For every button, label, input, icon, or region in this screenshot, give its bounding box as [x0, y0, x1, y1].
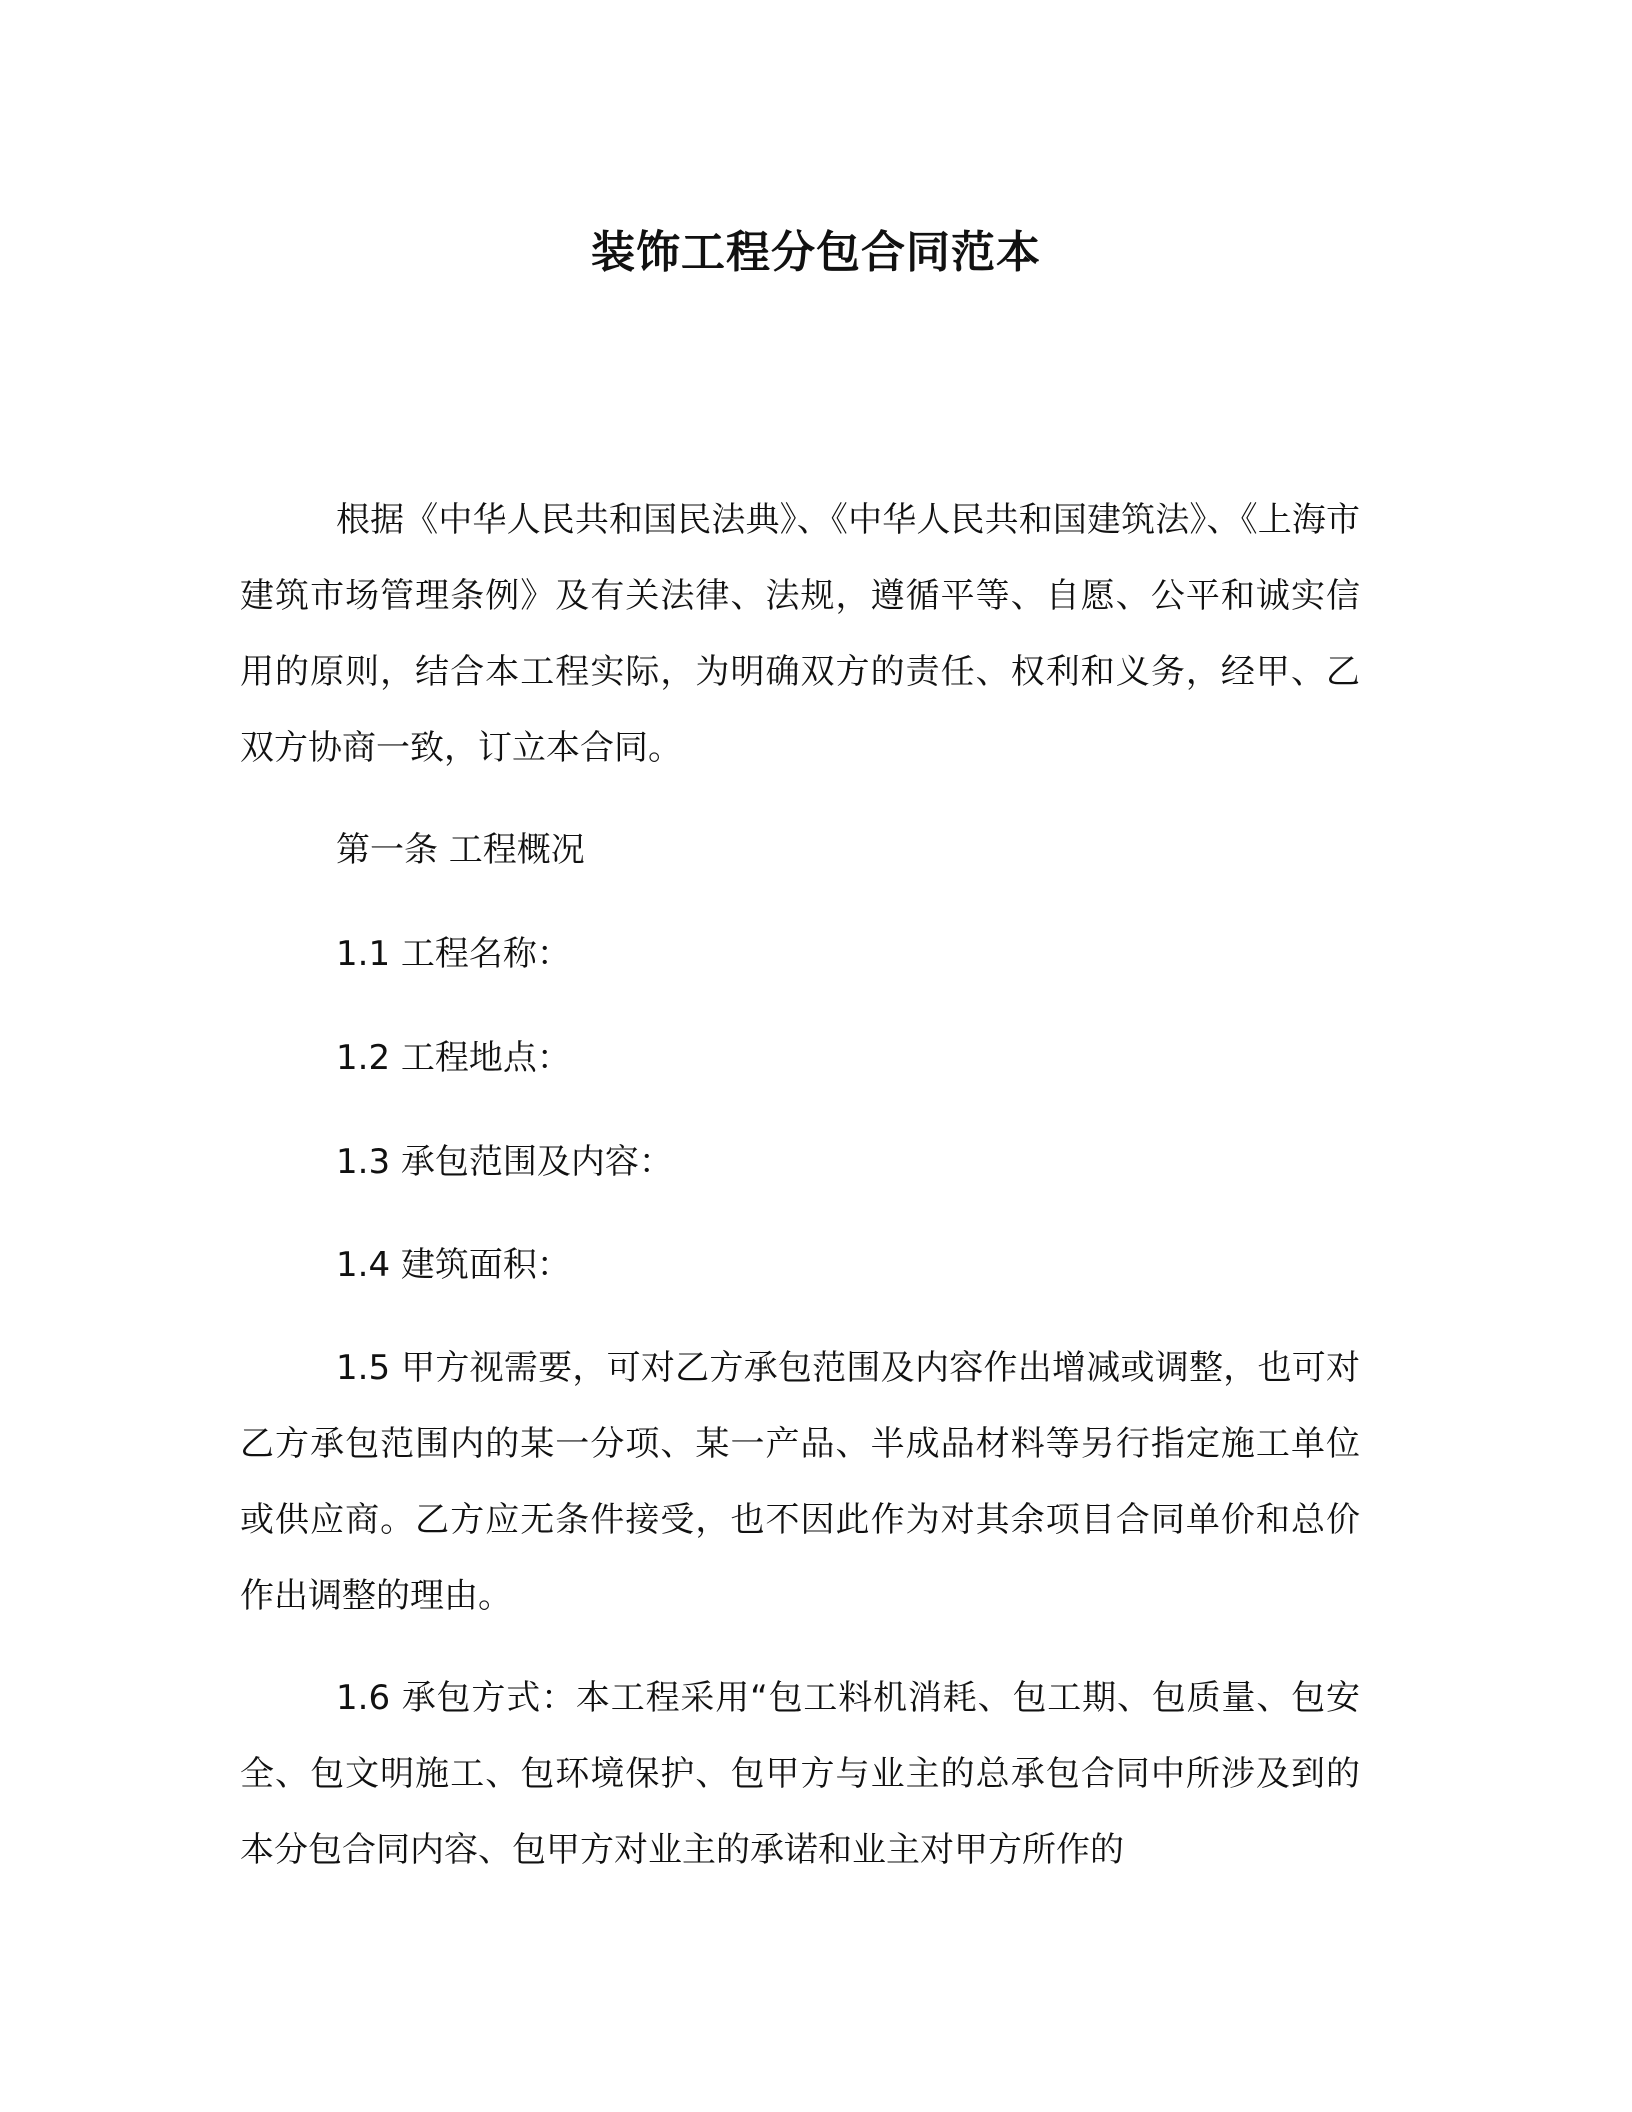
item-1-4-building-area: 1.4 建筑面积： — [336, 1245, 571, 1285]
item-1-3-scope: 1.3 承包范围及内容： — [336, 1142, 673, 1182]
clause-1-5-paragraph: 1.5 甲方视需要，可对乙方承包范围及内容作出增减或调整，也可对乙方承包范围内的某一分项、某一产品、半成品材料等另行指定施工单位或供应商。乙方应无条件接受，也不因此作为对其余项目合同单价和总价作出调整的理由。 — [240, 1348, 1360, 1616]
item-1-2-project-location: 1.2 工程地点： — [336, 1038, 571, 1078]
document-title: 装饰工程分包合同范本 — [591, 227, 1041, 278]
article-1-heading: 第一条 工程概况 — [336, 830, 585, 870]
clause-1-6-paragraph: 1.6 承包方式：本工程采用“包工料机消耗、包工期、包质量、包安全、包文明施工、包环境保护、包甲方与业主的总承包合同中所涉及到的本分包合同内容、包甲方对业主的承诺和业主对甲方所作的 — [240, 1678, 1360, 1870]
item-1-1-project-name: 1.1 工程名称： — [336, 934, 571, 974]
preamble-paragraph: 根据《中华人民共和国民法典》、《中华人民共和国建筑法》、《上海市建筑市场管理条例》及有关法律、法规，遵循平等、自愿、公平和诚实信用的原则，结合本工程实际，为明确双方的责任、权利和义务，经甲、乙双方协商一致，订立本合同。 — [240, 500, 1360, 768]
